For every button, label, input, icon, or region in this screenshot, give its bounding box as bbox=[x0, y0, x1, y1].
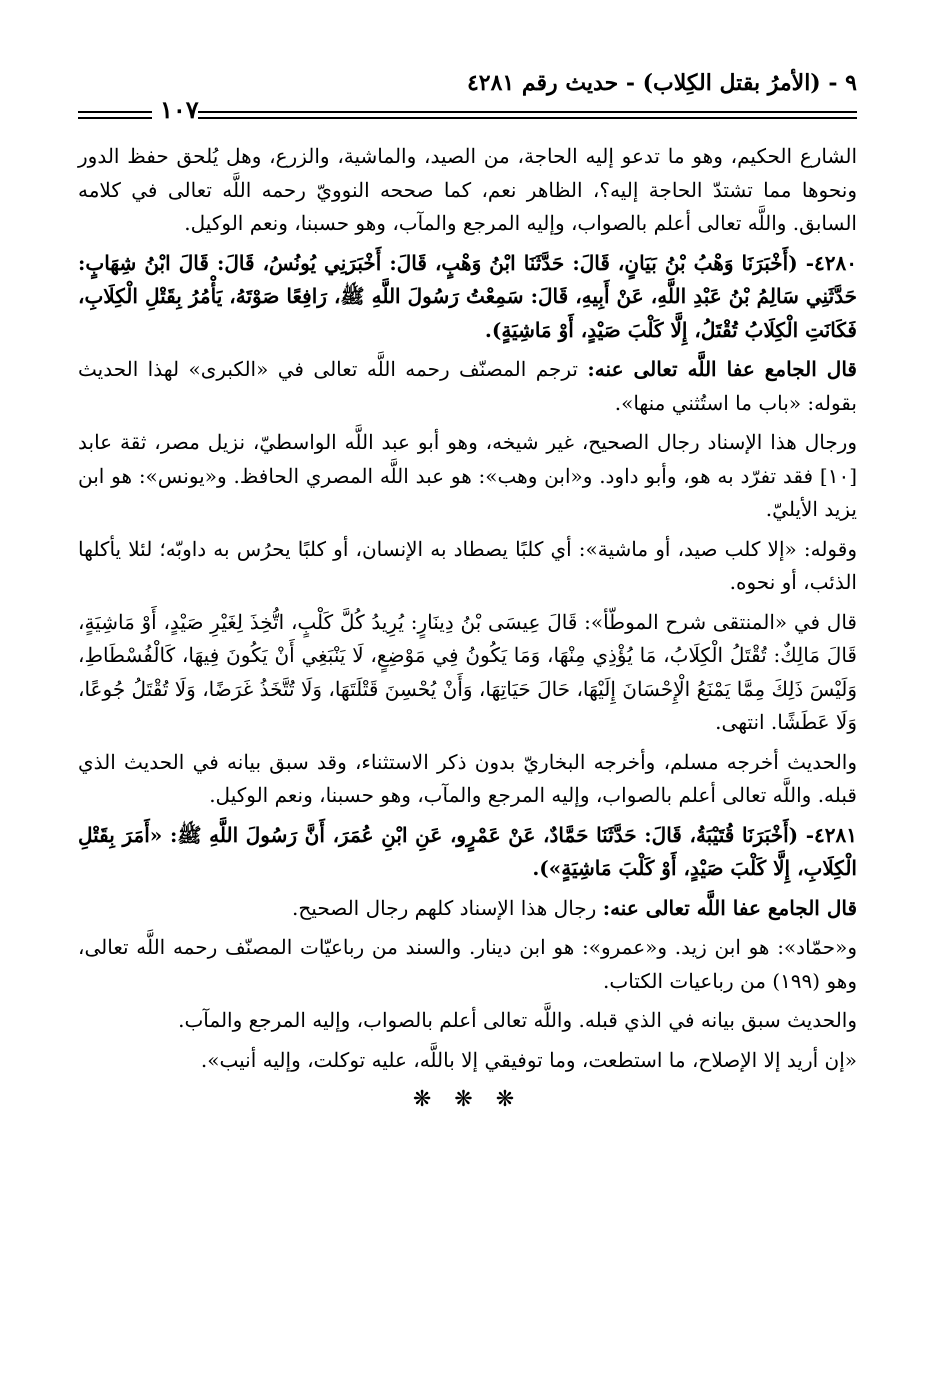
book-page bbox=[78, 68, 857, 1335]
hadith-4280: ٤٢٨٠- (أَخْبَرَنَا وَهْبُ بْنُ بَيَانٍ، قَالَ: حَدَّثَنَا ابْنُ وَهْبٍ، قَالَ: أَخْبَرَنِي يُونُسُ، قَالَ: قَالَ ابْنُ شِهَابٍ: حَدَّثَنِي سَالِمُ بْنُ عَبْدِ اللَّهِ، عَنْ أَبِيهِ، قَالَ: سَمِعْتُ رَسُولَ اللَّهِ ﷺ، رَافِعًا صَوْتَهُ، يَأْمُرُ بِقَتْلِ الْكِلَابِ، فَكَانَتِ الْكِلَابُ تُقْتَلُ، إِلَّا كَلْبَ صَيْدٍ، أَوْ مَاشِيَةٍ). bbox=[78, 250, 857, 342]
paragraph: والحديث سبق بيانه في الذي قبله. واللَّه تعالى أعلم بالصواب، وإليه المرجع والمآب. bbox=[178, 1008, 857, 1032]
paragraph: قال في «المنتقى شرح الموطّأ»: قَالَ عِيسَى بْنُ دِينَارٍ: يُرِيدُ كُلَّ كَلْبٍ، اتُّخِذَ لِغَيْرِ صَيْدٍ، أَوْ مَاشِيَةٍ، قَالَ مَالِكٌ: تُقْتَلُ الْكِلَابُ، مَا يُؤْذِي مِنْهَا، وَمَا يَكُونُ فِي مَوْضِعٍ، لَا يَنْبَغِي أَنْ يَكُونَ فِيهَا، كَالْفُسْطَاطِ، وَلَيْسَ ذَلِكَ مِمَّا يَمْنَعُ الْإِحْسَانَ إِلَيْهَا، حَالَ حَيَاتِهَا، وَأَنْ يُحْسِنَ قَتْلَتَهَا، وَلَا تُتَّخَذُ غَرَضًا، وَلَا تُقْتَلُ جُوعًا، وَلَا عَطَشًا. انتهى. bbox=[78, 609, 857, 734]
jami-lead: قال الجامع عفا اللَّه تعالى عنه: bbox=[587, 357, 857, 381]
jami-lead: قال الجامع عفا اللَّه تعالى عنه: bbox=[602, 895, 857, 920]
paragraph: و«حمّاد»: هو ابن زيد. و«عمرو»: هو ابن دينار. والسند من رباعيّات المصنّف رحمه اللَّه تعالى، وهو (١٩٩) من رباعيات الكتاب. bbox=[78, 935, 857, 993]
header-rule-long bbox=[198, 111, 857, 119]
jami-commentary bbox=[78, 353, 857, 420]
hadith-4281: ٤٢٨١- (أَخْبَرَنَا قُتَيْبَةُ، قَالَ: حَدَّثَنَا حَمَّادٌ، عَنْ عَمْرٍو، عَنِ ابْنِ عُمَرَ، أَنَّ رَسُولَ اللَّهِ ﷺ: «أَمَرَ بِقَتْلِ الْكِلَابِ، إِلَّا كَلْبَ صَيْدٍ، أَوْ كَلْبَ مَاشِيَةٍ»). bbox=[78, 822, 857, 880]
paragraph: «إن أريد إلا الإصلاح، ما استطعت، وما توفيقي إلا باللَّه، عليه توكلت، وإليه أنيب». bbox=[200, 1047, 857, 1072]
page-body bbox=[78, 140, 857, 1117]
jami-text: رجال هذا الإسناد كلهم رجال الصحيح. bbox=[292, 895, 603, 920]
paragraph: ورجال هذا الإسناد رجال الصحيح، غير شيخه، وهو أبو عبد اللَّه الواسطيّ، نزيل مصر، ثقة عابد [١٠] فقد تفرّد به هو، وأبو داود. و«ابن وهب»: هو عبد اللَّه المصري الحافظ. و«يونس»: هو ابن يزيد الأيليّ. bbox=[78, 430, 857, 521]
chapter-title: ٩ - (الأمرُ بقتل الكِلاب) - حديث رقم ٤٢٨١ bbox=[466, 70, 857, 96]
paragraph: الشارع الحكيم، وهو ما تدعو إليه الحاجة، من الصيد، والماشية، والزرع، وهل يُلحق حفظ الدور ونحوها مما تشتدّ الحاجة إليه؟، الظاهر نعم، كما صححه النوويّ رحمه اللَّه تعالى في كلامه السابق. واللَّه تعالى أعلم بالصواب، وإليه المرجع والمآب، وهو حسبنا، ونعم الوكيل. bbox=[78, 144, 857, 235]
header-rules bbox=[78, 95, 857, 124]
jami-commentary bbox=[78, 892, 857, 926]
jami-text: ترجم المصنّف رحمه اللَّه تعالى في «الكبرى» لهذا الحديث بقوله: «باب ما استُثني منها». bbox=[78, 357, 857, 415]
page-header bbox=[78, 68, 857, 124]
header-rule-short bbox=[78, 111, 152, 119]
paragraph: وقوله: «إلا كلب صيد، أو ماشية»: أي كلبًا يصطاد به الإنسان، أو كلبًا يحرُس به داوبّه؛ لئلا يأكلها الذئب، أو نحوه. bbox=[78, 536, 857, 594]
page-number: ١٠٧ bbox=[160, 95, 199, 124]
paragraph: والحديث أخرجه مسلم، وأخرجه البخاريّ بدون ذكر الاستثناء، وقد سبق بيانه في الحديث الذي قبله. واللَّه تعالى أعلم بالصواب، وإليه المرجع والمآب، وهو حسبنا، ونعم الوكيل. bbox=[78, 749, 857, 807]
section-divider-stars: ❋ ❋ ❋ bbox=[412, 1087, 523, 1112]
